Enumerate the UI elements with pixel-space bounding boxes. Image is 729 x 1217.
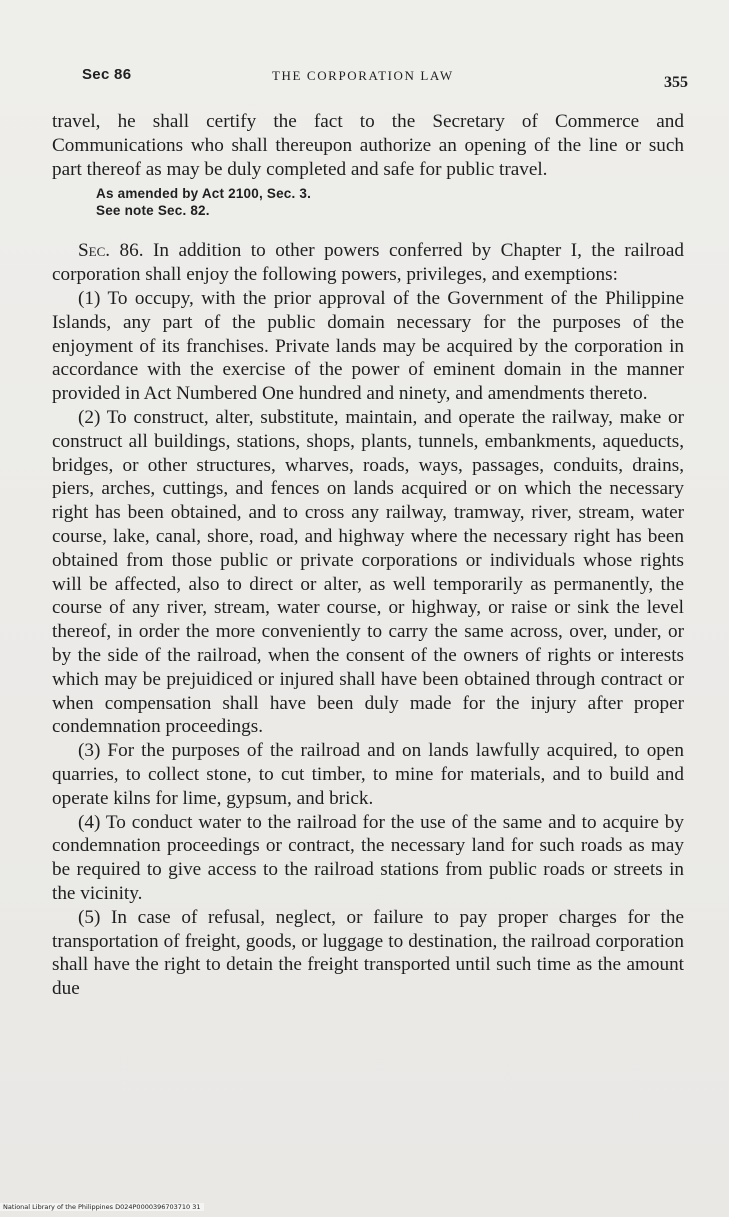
section-gap — [52, 219, 684, 239]
paragraph-2: (2) To construct, alter, substitute, maintain, and operate the railway, make or construct all buildings, stations, shops, plants, tunnels, embankments, aqueducts, bridges, or other structures, wharves, roads, ways, passages, conduits, drains, piers, arches, cuttings, and fences on lands acquired or on which the necessary right has been obtained, and to cross any railway, tramway, river, stream, water course, lake, canal, shore, road, and highway where the necessary right has been obtained from those public or private corporations or individuals whose rights will be affected, also to direct or alter, as well temporarily as permanently, the course of any river, stream, water course, or highway, or raise or sink the level thereof, in order the more conveniently to carry the same across, over, under, or by the side of the railroad, when the consent of the owners of rights or interests which may be prejuidiced or injured shall have been obtained through contract or when compensation shall have been duly made for the injury after proper condemnation proceedings. — [52, 406, 684, 738]
amendment-notes — [96, 185, 684, 219]
header-section-label: Sec 86 — [82, 66, 132, 83]
section-intro — [52, 239, 684, 287]
page-number: 355 — [664, 74, 688, 91]
library-footer: National Library of the Philippines D024P0000396703710 31 — [0, 1203, 204, 1211]
page-body — [52, 110, 684, 1001]
paragraph-4: (4) To conduct water to the railroad for the use of the same and to acquire by condemnation proceedings or contract, the necessary land for such roads as may be required to give access to the railroad stations from public roads or streets in the vicinity. — [52, 811, 684, 904]
section-intro-text: 86. In addition to other powers conferred by Chapter I, the railroad corporation shall enjoy the following powers, privileges, and exemptions: — [52, 240, 684, 286]
running-header — [82, 64, 688, 90]
continuation-paragraph: travel, he shall certify the fact to the Secretary of Commerce and Communications who shall thereupon authorize an opening of the line or such part thereof as may be duly completed and safe for public travel. — [52, 111, 684, 180]
cross-reference-note: See note Sec. 82. — [96, 203, 210, 219]
paragraph-1: (1) To occupy, with the prior approval of the Government of the Philippine Islands, any part of the public domain necessary for the purposes of the enjoyment of its franchises. Private lands may be acquired by the corporation in accordance with the exercise of the power of eminent domain in the manner provided in Act Numbered One hundred and ninety, and amendments thereto. — [52, 287, 684, 405]
section-lead: Sec. — [78, 240, 111, 262]
header-title: THE CORPORATION LAW — [272, 68, 454, 83]
paragraph-3: (3) For the purposes of the railroad and on lands lawfully acquired, to open quarries, to collect stone, to cut timber, to mine for materials, and to build and operate kilns for lime, gypsum, and brick. — [52, 740, 684, 809]
paragraph-5: (5) In case of refusal, neglect, or failure to pay proper charges for the transportation of freight, goods, or luggage to destination, the railroad corporation shall have the right to detain the freight transported until such time as the amount due — [52, 906, 684, 1000]
amendment-note: As amended by Act 2100, Sec. 3. — [96, 186, 312, 202]
